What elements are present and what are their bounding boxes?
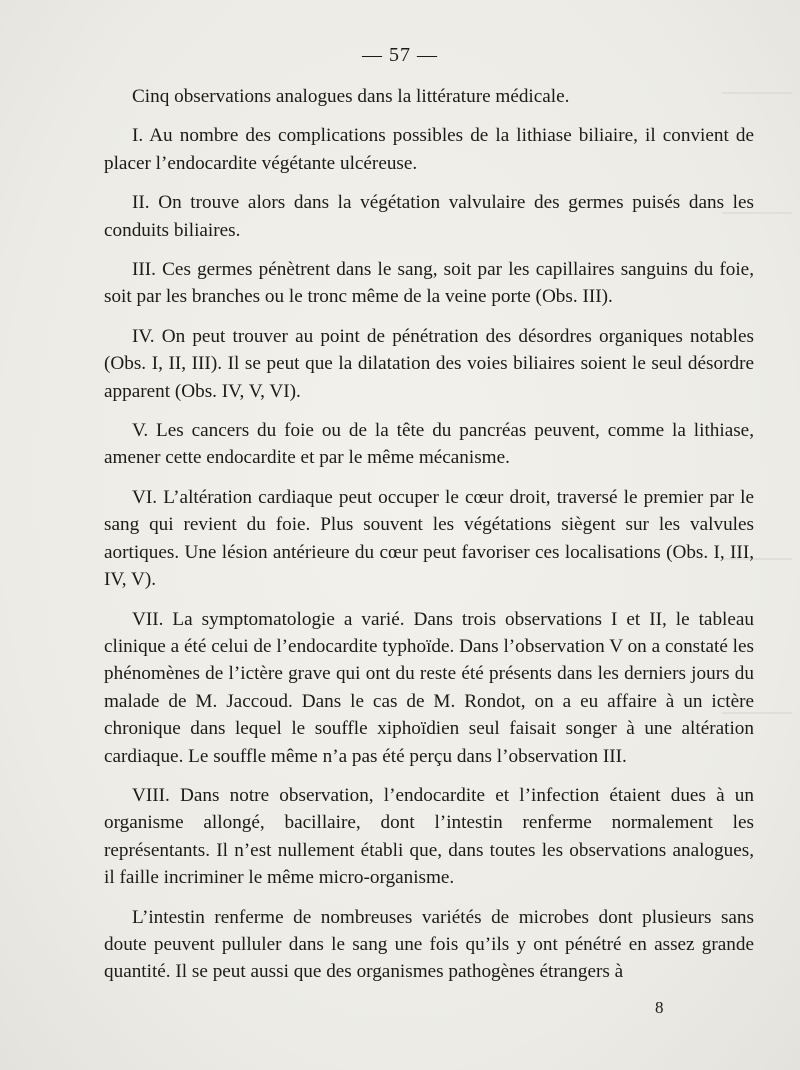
paragraph-conclusion-4: IV. On peut trouver au point de pénétration des désordres organiques notables (Obs. I, II, III). Il se peut que la dilatation des voies biliaires soient le seul désordre apparent (Obs. IV, V, VI). bbox=[104, 325, 754, 402]
paragraph-conclusion-8: VIII. Dans notre observation, l’endocardite et l’infection étaient dues à un organisme allongé, bacillaire, dont l’intestin renferme normalement les représentants. Il n’est nullement établi que, dans toutes les observations analogues, il faille incriminer le même micro-organisme. bbox=[104, 784, 754, 889]
paragraph-conclusion-6: VI. L’altération cardiaque peut occuper le cœur droit, traversé le premier par le sang qui revient du foie. Plus souvent les végétations siègent sur les valvules aortiques. Une lésion antérieure du cœur peut favoriser ces localisations (Obs. I, III, IV, V). bbox=[104, 486, 754, 591]
paragraph-conclusion-5: V. Les cancers du foie ou de la tête du pancréas peuvent, comme la lithiase, amener cette endocardite et par le même mécanisme. bbox=[104, 420, 754, 469]
page-number: — 57 — bbox=[362, 44, 438, 66]
paragraph-conclusion-7: VII. La symptomatologie a varié. Dans trois observations I et II, le tableau clinique a été celui de l’endocardite typhoïde. Dans l’observation V on a constaté les phénomènes de l’ictère grave qui ont du reste été présents dans les derniers jours du malade de M. Jaccoud. Dans le cas de M. Rondot, on a eu affaire à un ictère chronique dans lequel le souffle xiphoïdien seul faisait songer à une altération cardiaque. Le souffle même n’a pas été perçu dans l’observation III. bbox=[104, 608, 754, 767]
paragraph-conclusion-1: I. Au nombre des complications possibles de la lithiase biliaire, il convient de placer l’endocardite végétante ulcéreuse. bbox=[104, 125, 754, 174]
paragraph-continuation: L’intestin renferme de nombreuses variétés de microbes dont plusieurs sans doute peuvent pulluler dans le sang une fois qu’ils y ont pénétré en assez grande quantité. Il se peut aussi que des organismes pathogènes étrangers à bbox=[104, 906, 754, 983]
paragraph-conclusion-3: III. Ces germes pénètrent dans le sang, soit par les capillaires sanguins du foie, soit par les branches ou le tronc même de la veine porte (Obs. III). bbox=[104, 259, 754, 308]
body-text bbox=[104, 83, 754, 986]
paragraph-intro: Cinq observations analogues dans la littérature médicale. bbox=[132, 86, 570, 107]
printer-signature: 8 bbox=[655, 998, 664, 1017]
paragraph-conclusion-2: II. On trouve alors dans la végétation valvulaire des germes puisés dans les conduits biliaires. bbox=[104, 192, 754, 241]
